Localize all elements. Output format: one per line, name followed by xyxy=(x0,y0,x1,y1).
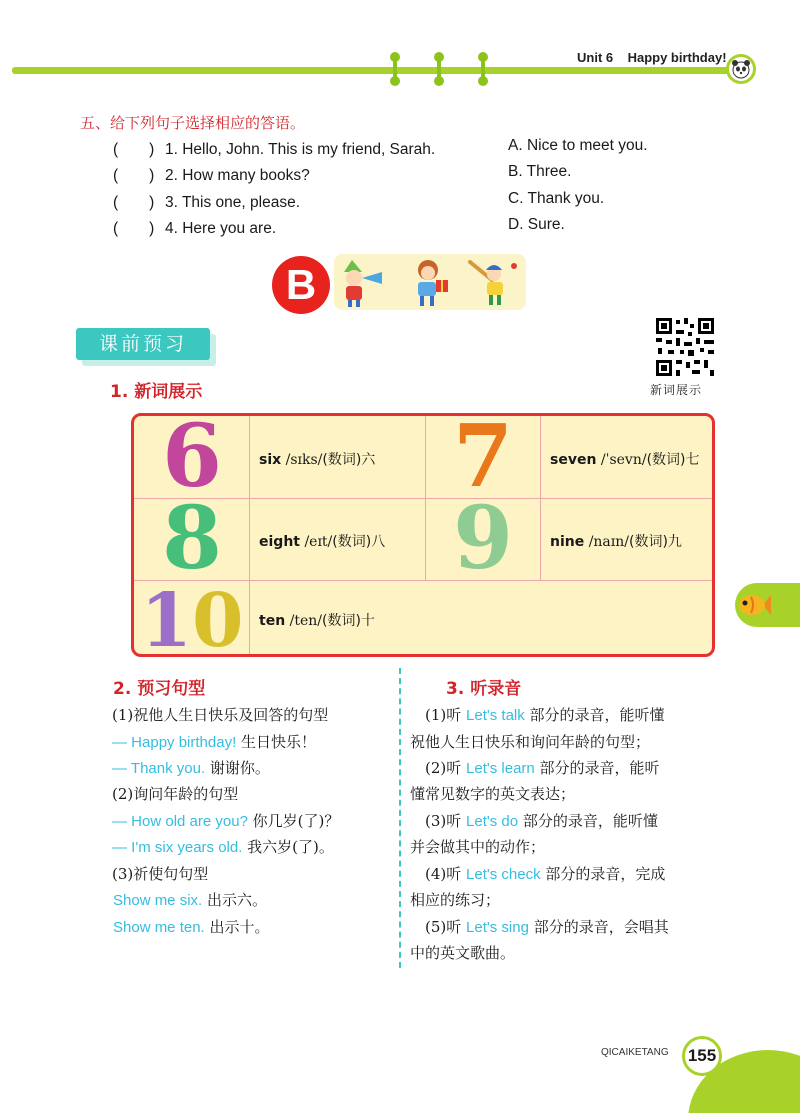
listen-section-name: Let's check xyxy=(466,866,541,883)
pattern-en: I'm six years old. xyxy=(131,839,243,856)
listen-line xyxy=(410,731,650,752)
listen-zh: 部分的录音，会唱其 xyxy=(528,918,669,936)
pattern-line xyxy=(113,916,270,937)
pattern-zh: 生日快乐！ xyxy=(236,733,317,751)
vocab-gloss: (数词)十 xyxy=(321,613,375,629)
pattern-line xyxy=(112,704,328,725)
question-row xyxy=(113,137,435,159)
pattern-line xyxy=(112,863,208,884)
pattern-zh: 出示十。 xyxy=(204,918,270,936)
listen-line xyxy=(410,942,515,963)
answer-blank[interactable]: ( ) xyxy=(113,167,155,184)
listen-zh: 部分的录音，能听懂 xyxy=(518,812,658,830)
listen-prefix: (5)听 xyxy=(410,918,467,936)
listen-zh: 祝他人生日快乐和询问年龄的句型； xyxy=(410,733,651,751)
listen-prefix: (3)听 xyxy=(410,812,467,830)
vocab-ipa: /naɪn/ xyxy=(588,534,629,550)
question-row xyxy=(113,163,310,185)
dash-mark: — xyxy=(112,813,132,830)
panda-icon xyxy=(729,57,753,81)
listen-line xyxy=(410,704,665,725)
unit-name: Happy birthday! xyxy=(627,50,727,65)
pattern-en: How old are you? xyxy=(131,813,248,830)
vocab-ipa: /sɪks/ xyxy=(285,452,323,468)
pattern-zh: 谢谢你。 xyxy=(205,759,270,777)
pattern-en: Happy birthday! xyxy=(131,734,237,751)
vocab-entry-nine xyxy=(550,531,682,551)
pattern-line xyxy=(112,757,270,778)
listen-zh: 并会做其中的动作； xyxy=(410,838,546,856)
pattern-zh: (3)祈使句句型 xyxy=(112,865,209,883)
pattern-line xyxy=(112,731,316,752)
pattern-zh: 出示六。 xyxy=(202,891,267,909)
header-peg-decoration xyxy=(478,52,488,86)
preview-section-tag: 课前预习 xyxy=(76,328,210,360)
footer-brand: QICAIKETANG xyxy=(601,1047,669,1058)
kid-baseball-icon xyxy=(466,258,522,308)
header-rule xyxy=(12,67,747,74)
pattern-line xyxy=(112,783,238,804)
unit-title xyxy=(577,50,727,65)
answer-option: C. Thank you. xyxy=(508,190,605,207)
question-text: 3. This one, please. xyxy=(165,194,300,211)
numeral-6: 6 xyxy=(162,413,222,507)
answer-blank[interactable]: ( ) xyxy=(113,194,155,211)
vocab-section-title: 1. 新词展示 xyxy=(110,382,203,402)
numeral-9: 9 xyxy=(453,488,513,589)
vocab-word: eight xyxy=(259,534,300,550)
listen-section-name: Let's talk xyxy=(466,707,525,724)
vocab-word: nine xyxy=(550,534,585,550)
kids-illustration xyxy=(334,254,526,310)
listen-line xyxy=(410,810,658,831)
listen-zh: 中的英文歌曲。 xyxy=(410,944,516,962)
pattern-zh: 你几岁(了)？ xyxy=(247,812,340,830)
answer-option: A. Nice to meet you. xyxy=(508,137,648,154)
kid-gift-icon xyxy=(408,258,458,308)
pattern-line xyxy=(112,836,334,857)
listen-line xyxy=(410,836,545,857)
listen-prefix: (1)听 xyxy=(410,706,467,724)
vocab-entry-eight xyxy=(259,531,385,551)
vocab-gloss: (数词)九 xyxy=(628,534,682,550)
dash-mark: — xyxy=(112,760,131,777)
pattern-en: Show me ten. xyxy=(113,919,205,936)
pattern-en: Show me six. xyxy=(113,892,203,909)
numeral-7: 7 xyxy=(453,413,513,507)
vocab-word: ten xyxy=(259,613,286,629)
vocab-ipa: /ten/ xyxy=(289,613,322,629)
listen-line xyxy=(410,889,500,910)
header-peg-decoration xyxy=(434,52,444,86)
listen-line xyxy=(410,863,665,884)
listen-section-title: 3. 听录音 xyxy=(446,679,522,699)
dash-mark: — xyxy=(112,839,132,856)
side-tab xyxy=(735,583,800,627)
listen-line xyxy=(410,916,669,937)
vocab-gloss: (数词)八 xyxy=(332,534,386,550)
question-text: 1. Hello, John. This is my friend, Sarah. xyxy=(165,141,436,158)
listen-prefix: (4)听 xyxy=(410,865,467,883)
numeral-10 xyxy=(134,578,250,657)
pattern-zh: 我六岁(了)。 xyxy=(242,838,334,856)
numeral-digit: 0 xyxy=(192,578,244,657)
pattern-line xyxy=(113,889,267,910)
header-peg-decoration xyxy=(390,52,400,86)
listen-section-name: Let's do xyxy=(466,813,519,830)
vocab-table xyxy=(131,413,715,657)
numeral-digit: 1 xyxy=(140,578,192,657)
numeral-8: 8 xyxy=(162,488,222,589)
vocab-ipa: /eɪt/ xyxy=(304,534,333,550)
qr-code-icon[interactable] xyxy=(654,316,716,378)
answer-blank[interactable]: ( ) xyxy=(113,141,155,158)
vocab-word: six xyxy=(259,452,282,468)
question-row xyxy=(113,190,300,212)
pattern-line xyxy=(112,810,339,831)
vocab-gloss: (数词)七 xyxy=(646,452,700,468)
answer-option: D. Sure. xyxy=(508,216,565,233)
pattern-zh: (1)祝他人生日快乐及回答的句型 xyxy=(112,706,329,724)
question-row xyxy=(113,216,276,238)
vocab-entry-seven xyxy=(550,449,700,469)
listen-line xyxy=(410,783,575,804)
listen-section-name: Let's learn xyxy=(466,760,535,777)
pattern-zh: (2)询问年龄的句型 xyxy=(112,785,239,803)
listen-line xyxy=(410,757,660,778)
listen-zh: 懂常见数字的英文表达； xyxy=(410,785,576,803)
vocab-gloss: (数词)六 xyxy=(322,452,376,468)
exercise-title: 五、给下列句子选择相应的答语。 xyxy=(80,114,306,132)
listen-zh: 部分的录音，能听 xyxy=(534,759,660,777)
answer-option: B. Three. xyxy=(508,163,572,180)
answer-blank[interactable]: ( ) xyxy=(113,220,155,237)
listen-prefix: (2)听 xyxy=(410,759,467,777)
vocab-word: seven xyxy=(550,452,597,468)
patterns-section-title: 2. 预习句型 xyxy=(113,679,206,699)
kid-trumpet-icon xyxy=(342,258,396,308)
question-text: 4. Here you are. xyxy=(165,220,277,237)
header-mascot-badge xyxy=(726,54,756,84)
listen-section-name: Let's sing xyxy=(466,919,529,936)
part-b-badge: B xyxy=(272,256,330,314)
question-text: 2. How many books? xyxy=(165,167,310,184)
column-divider xyxy=(399,668,401,968)
vocab-entry-six xyxy=(259,449,375,469)
fish-icon xyxy=(737,591,771,619)
page-number: 155 xyxy=(682,1036,722,1076)
dash-mark: — xyxy=(112,734,132,751)
pattern-en: Thank you. xyxy=(130,760,206,777)
unit-label: Unit 6 xyxy=(577,50,614,65)
listen-zh: 部分的录音，完成 xyxy=(540,865,666,883)
vocab-entry-ten xyxy=(259,610,375,630)
qr-label: 新词展示 xyxy=(650,383,703,397)
listen-zh: 相应的练习； xyxy=(410,891,501,909)
vocab-ipa: /ˈsevn/ xyxy=(600,452,647,468)
listen-zh: 部分的录音，能听懂 xyxy=(524,706,665,724)
